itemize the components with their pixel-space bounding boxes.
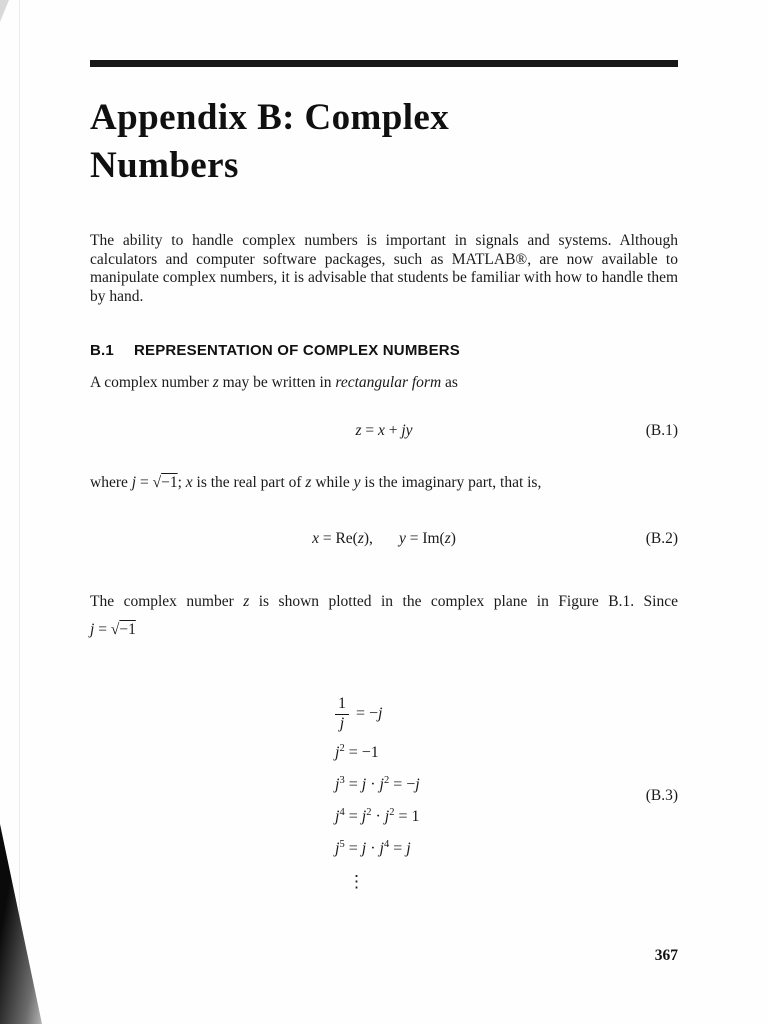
section-title: REPRESENTATION OF COMPLEX NUMBERS [133, 342, 461, 360]
title-line-1: Appendix B: Complex [90, 97, 450, 138]
equation-b3 [335, 695, 678, 892]
radical-sign: √ [110, 621, 120, 639]
section-number: B.1 [90, 342, 114, 360]
page-number: 367 [654, 947, 678, 964]
equation-b1 [90, 422, 678, 440]
intro-paragraph: The ability to handle complex numbers is important in signals and systems. Although calculators and computer software packages, such as MATLAB®, are now available to manipulate complex numbers, it is advisable that students be familiar with how to handle them by hand. [90, 232, 678, 305]
radical-sign: √ [152, 474, 162, 492]
paragraph-complex-plane-line2: j = √−1 [90, 621, 136, 639]
sqrt-radical: √−1 [152, 474, 178, 492]
equation-b3-line-5: $j^5 = j \cdot j^4 = j$ [335, 839, 411, 858]
scan-corner-shadow [0, 824, 42, 1024]
page-title [90, 94, 678, 190]
equation-b3-line-3: $j^3 = j \cdot j^2 = -j$ [335, 775, 420, 794]
fraction-1-over-j: $\frac{1}{j}$ [335, 695, 349, 733]
chapter-rule [90, 60, 678, 67]
equation-b3-line-1: $\frac{1}{j}$ = −j [335, 695, 678, 733]
page-content [90, 0, 678, 892]
section-heading [90, 342, 678, 359]
equation-b3-line-4: $j^4 = j^2 \cdot j^2 = 1$ [335, 807, 420, 826]
equation-b2-label: (B.2) [645, 530, 678, 548]
vertical-dots: ⋮ [348, 872, 366, 892]
scan-corner-mark [0, 0, 9, 22]
scan-edge-line [19, 0, 20, 1024]
equation-b3-label: (B.3) [645, 787, 678, 805]
paragraph-complex-plane: The complex number z is shown plotted in the complex plane in Figure B.1. Since [90, 593, 678, 611]
paragraph-rectangular-form: A complex number z may be written in rectangular form as [90, 374, 458, 392]
equation-b1-body: z = x + jy [355, 422, 413, 440]
equation-b2 [90, 530, 678, 548]
equation-b3-line-2: $j^2 = -1$ [335, 743, 379, 762]
equation-b2-body: x = Re(z), y = Im(z) [312, 530, 456, 548]
equation-b1-label: (B.1) [645, 422, 678, 440]
sqrt-radical-2: √−1 [110, 621, 136, 639]
paragraph-where: where j = √−1; x is the real part of z while y is the imaginary part, that is, [90, 474, 542, 492]
title-line-2: Numbers [90, 145, 239, 186]
